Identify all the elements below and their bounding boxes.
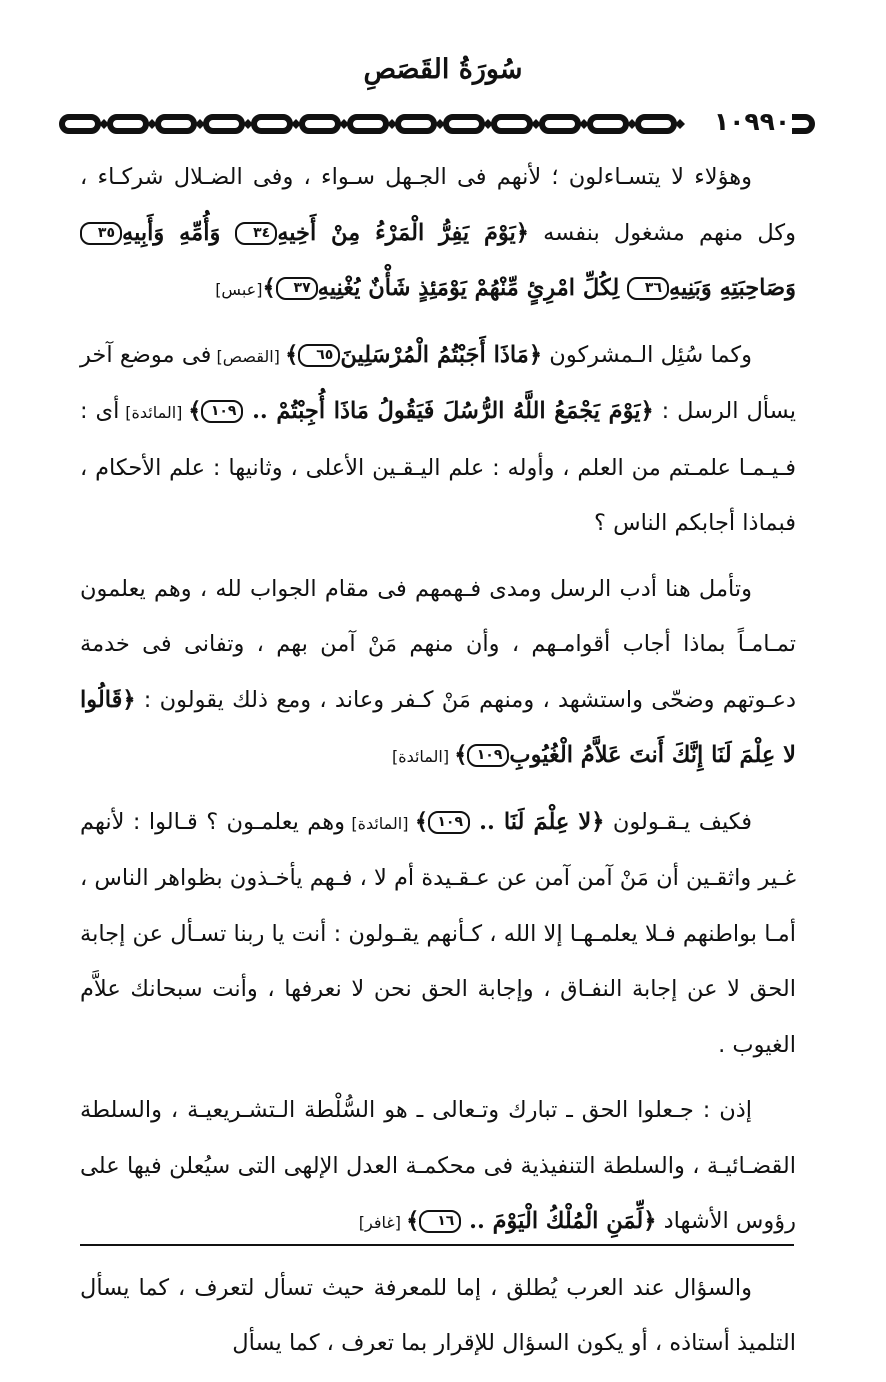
- quran-verse: لِّمَنِ الْمُلْكُ الْيَوْمَ ..: [461, 1208, 644, 1234]
- body-text: [80, 150, 796, 1382]
- quran-verse: وَأُمِّهِ وَأَبِيهِ: [122, 219, 236, 246]
- ornate-bracket: ﴿: [515, 219, 529, 246]
- verse-number: ١٠٩: [201, 400, 243, 423]
- paragraph: [80, 150, 796, 318]
- verse-number: ١٦: [419, 1210, 461, 1233]
- body-text-run: فكيف يـقـولون: [604, 808, 752, 835]
- sura-reference: [المائدة]: [344, 813, 415, 833]
- quran-verse: لِكُلِّ امْرِئٍ مِّنْهُمْ يَوْمَئِذٍ شَأْنٌ يُغْنِيهِ: [317, 275, 628, 301]
- border-capsule: [542, 117, 578, 131]
- border-capsule: [254, 117, 290, 131]
- body-text-run: فى موضع آخر يسأل الرسل :: [80, 341, 796, 424]
- border-capsule: [590, 117, 626, 131]
- quran-verse: مَاذَا أَجَبْتُمُ الْمُرْسَلِينَ: [340, 341, 529, 368]
- ornate-bracket: ﴿: [122, 686, 136, 713]
- border-capsule: [350, 117, 386, 131]
- border-capsule: [494, 117, 530, 131]
- border-capsule: [158, 117, 194, 131]
- sura-title: سُورَةُ القَصَصِ: [363, 54, 523, 85]
- footer-rule: [80, 1244, 794, 1246]
- sura-reference: [غافر]: [358, 1213, 407, 1232]
- verse-number: ٣٦: [627, 277, 669, 300]
- body-text-run: والسؤال عند العرب يُطلق ، إما للمعرفة حيث تسأل لتعرف ، كما يسأل التلميذ أستاذه ، أو يكون السؤال للإقرار بما تعرف ، كما يسأل: [80, 1274, 796, 1356]
- quran-verse: وَصَاحِبَتِهِ وَبَنِيهِ: [669, 275, 796, 301]
- quran-verse: يَوْمَ يَفِرُّ الْمَرْءُ مِنْ أَخِيهِ: [277, 219, 516, 246]
- ornate-bracket: ﴾: [262, 275, 276, 301]
- border-capsule: [206, 117, 242, 131]
- body-text-run: وتأمل هنا أدب الرسل ومدى فـهمهم فى مقام الجواب لله ، وهم يعلمون تمـامـاً بماذا أجاب أقوامـهم ، وأن منهم مَنْ آمن بهم ، وتفانى فى خدمة دعـوتهم وضحّى واستشهد ، ومنهم مَنْ كـفر وعاند ، ومع ذلك يقولون :: [80, 575, 796, 713]
- ornate-bracket: ﴿: [643, 1208, 657, 1234]
- border-capsule: [62, 117, 98, 131]
- sura-reference: [المائدة]: [391, 747, 455, 766]
- paragraph: [80, 328, 796, 552]
- border-capsule: [398, 117, 434, 131]
- body-text-run: وهؤلاء لا يتسـاءلون ؛ لأنهم فى الجـهل سـواء ، وفى الضـلال شركـاء ، وكل منهم مشغول بنفسه: [80, 164, 797, 246]
- paragraph: [80, 1261, 796, 1372]
- paragraph: [80, 1083, 796, 1251]
- verse-number: ١٠٩: [428, 811, 470, 834]
- ornate-bracket: ﴿: [640, 398, 654, 424]
- paragraph: [80, 795, 796, 1074]
- body-text-run: وهم يعلمـون ؟ قـالوا : لأنهم غـير واثقـين أن مَنْ آمن آمن عن عـقـيدة أم لا ، فـهم يأخـذون بظواهر الناس ، أمـا بواطنهم فـلا يعلمـهـا إلا الله ، كـأنهم يقـولون : أنت يا ربنا تسـأل عن إجابة الحق لا عن إجابة النفـاق ، وإجابة الحق نحن لا نعرفها ، وأنت سبحانك علاَّم الغيوب .: [79, 808, 796, 1058]
- ornate-bracket: ﴾: [406, 1208, 420, 1234]
- ornamental-border: [58, 110, 818, 138]
- body-text-run: أى : فـيـمـا علمـتم من العلم ، وأوله : علم اليـقـين الأعلى ، وثانيها : علم الأحكام ، فبماذا أجابكم الناس ؟: [80, 398, 796, 536]
- verse-number: ٣٥: [80, 222, 122, 245]
- ornate-bracket: ﴾: [414, 808, 429, 835]
- ornate-bracket: ﴿: [591, 808, 605, 835]
- paragraph: [80, 562, 796, 785]
- border-capsule: [638, 117, 674, 131]
- sura-reference: [عبس]: [215, 280, 263, 299]
- quran-verse: يَوْمَ يَجْمَعُ اللَّهُ الرُّسُلَ فَيَقُولُ مَاذَا أُجِبْتُمْ ..: [243, 398, 641, 424]
- page-number: ١٠٩٩٠: [712, 105, 792, 139]
- sura-reference: [القصص]: [211, 346, 286, 366]
- quran-verse: قَالُوا لا عِلْمَ لَنَا إِنَّكَ أَنتَ عَلاَّمُ الْغُيُوبِ: [80, 686, 796, 768]
- border-capsule: [446, 117, 482, 131]
- ornate-bracket: ﴿: [528, 341, 543, 368]
- verse-number: ٦٥: [298, 344, 340, 367]
- border-capsule: [302, 117, 338, 131]
- body-text-run: إذن : جـعلوا الحق ـ تبارك وتـعالى ـ هو السُّلْطة الـتشـريعيـة ، والسلطة القضـائيـة ، والسلطة التنفيذية فى محكمـة العدل الإلهى التى سيُعلن فيها على رؤوس الأشهاد: [80, 1097, 796, 1234]
- ornate-bracket: ﴾: [454, 742, 468, 768]
- sura-reference: [المائدة]: [119, 403, 189, 422]
- verse-number: ٣٧: [276, 277, 318, 300]
- body-text-run: وكما سُئِل الـمشركون: [542, 341, 752, 368]
- verse-number: ٣٤: [235, 222, 277, 245]
- border-diamond: [675, 119, 685, 129]
- ornate-bracket: ﴾: [188, 398, 202, 424]
- verse-number: ١٠٩: [467, 744, 509, 767]
- quran-verse: لا عِلْمَ لَنَا ..: [470, 808, 592, 835]
- border-capsule: [110, 117, 146, 131]
- ornate-bracket: ﴾: [285, 341, 299, 368]
